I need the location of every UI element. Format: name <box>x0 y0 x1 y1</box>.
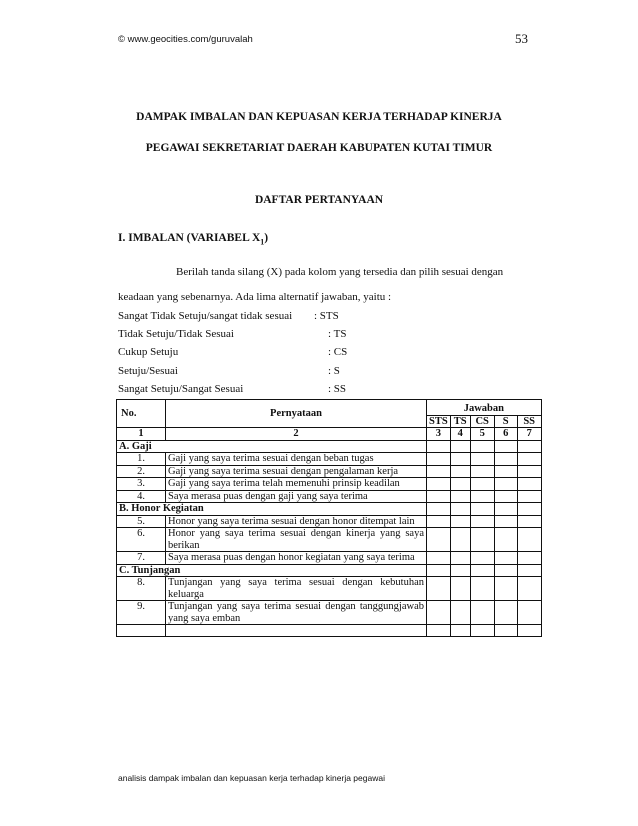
answer-cell-sts[interactable] <box>427 601 451 625</box>
table-row <box>117 478 542 491</box>
answer-cell-s[interactable] <box>494 465 517 478</box>
scale-row <box>118 380 418 398</box>
answer-cell-cs[interactable] <box>470 577 494 601</box>
group-blank-cell <box>494 503 517 516</box>
item-statement: Saya merasa puas dengan gaji yang saya terima <box>166 490 427 503</box>
answer-code-cs: CS <box>470 415 494 428</box>
answer-cell-ss[interactable] <box>517 552 541 565</box>
answer-cell-ts[interactable] <box>450 453 470 466</box>
column-number: 1 <box>117 428 166 441</box>
item-statement: Gaji yang saya terima telah memenuhi prinsip keadilan <box>166 478 427 491</box>
answer-cell-ss[interactable] <box>517 465 541 478</box>
item-number: 1. <box>117 453 166 466</box>
answer-cell-ss[interactable] <box>517 601 541 625</box>
answer-cell-cs[interactable] <box>470 465 494 478</box>
answer-code-sts: STS <box>427 415 451 428</box>
questionnaire-table <box>116 399 542 637</box>
group-blank-cell <box>470 440 494 453</box>
scale-code: : S <box>328 364 340 377</box>
scale-row <box>118 343 418 361</box>
group-blank-cell <box>450 503 470 516</box>
group-blank-cell <box>517 503 541 516</box>
header-no: No. <box>117 400 166 428</box>
scale-label: Sangat Tidak Setuju/sangat tidak sesuai <box>118 310 293 322</box>
group-blank-cell <box>494 564 517 577</box>
group-label: B. Honor Kegiatan <box>117 503 427 516</box>
item-number: 5. <box>117 515 166 528</box>
answer-cell-s[interactable] <box>494 453 517 466</box>
table-row <box>117 490 542 503</box>
group-blank-cell <box>517 564 541 577</box>
answer-cell-s[interactable] <box>494 478 517 491</box>
scale-label: Cukup Setuju <box>118 346 179 359</box>
table-row <box>117 465 542 478</box>
answer-cell-ts[interactable] <box>450 552 470 565</box>
scale-code: : CS <box>328 346 348 359</box>
item-statement: Tunjangan yang saya terima sesuai dengan tanggungjawab yang saya emban <box>166 601 427 625</box>
answer-cell-sts[interactable] <box>427 490 451 503</box>
group-row <box>117 440 542 453</box>
item-number: 8. <box>117 577 166 601</box>
answer-cell-s[interactable] <box>494 577 517 601</box>
group-blank-cell <box>427 503 451 516</box>
column-number: 7 <box>517 428 541 441</box>
instruction-line-1: Berilah tanda silang (X) pada kolom yang tersedia dan pilih sesuai dengan <box>176 266 504 278</box>
table-row <box>117 515 542 528</box>
blank-cell <box>517 625 541 637</box>
scale-label: Sangat Setuju/Sangat Sesuai <box>118 382 244 395</box>
item-number: 3. <box>117 478 166 491</box>
answer-cell-cs[interactable] <box>470 528 494 552</box>
item-number: 4. <box>117 490 166 503</box>
answer-cell-s[interactable] <box>494 601 517 625</box>
scale-label: Setuju/Sesuai <box>118 364 178 377</box>
answer-cell-cs[interactable] <box>470 515 494 528</box>
item-statement: Saya merasa puas dengan honor kegiatan yang saya terima <box>166 552 427 565</box>
answer-cell-ts[interactable] <box>450 601 470 625</box>
header-answer: Jawaban <box>427 400 542 416</box>
table-row <box>117 601 542 625</box>
item-number: 2. <box>117 465 166 478</box>
scale-legend <box>118 307 418 398</box>
item-statement: Gaji yang saya terima sesuai dengan beban tugas <box>166 453 427 466</box>
answer-cell-sts[interactable] <box>427 577 451 601</box>
answer-cell-cs[interactable] <box>470 601 494 625</box>
blank-cell <box>470 625 494 637</box>
answer-cell-s[interactable] <box>494 490 517 503</box>
table-row <box>117 552 542 565</box>
answer-cell-s[interactable] <box>494 552 517 565</box>
item-number: 6. <box>117 528 166 552</box>
blank-cell <box>117 625 166 637</box>
table-row <box>117 577 542 601</box>
document-subtitle: DAFTAR PERTANYAAN <box>254 194 384 206</box>
column-number: 4 <box>450 428 470 441</box>
blank-cell <box>166 625 427 637</box>
answer-cell-ss[interactable] <box>517 490 541 503</box>
group-blank-cell <box>470 503 494 516</box>
answer-cell-ts[interactable] <box>450 478 470 491</box>
page-footer: analisis dampak imbalan dan kepuasan kerja terhadap kinerja pegawai <box>118 773 385 783</box>
scale-row <box>118 362 418 380</box>
group-blank-cell <box>470 564 494 577</box>
table-row <box>117 453 542 466</box>
answer-cell-ts[interactable] <box>450 515 470 528</box>
blank-cell <box>427 625 451 637</box>
item-statement: Gaji yang saya terima sesuai dengan pengalaman kerja <box>166 465 427 478</box>
column-number: 6 <box>494 428 517 441</box>
group-label: C. Tunjangan <box>117 564 427 577</box>
scale-code: : STS <box>314 310 339 322</box>
scale-row <box>118 325 418 343</box>
scale-code: : SS <box>328 382 347 395</box>
group-blank-cell <box>517 440 541 453</box>
answer-cell-ts[interactable] <box>450 577 470 601</box>
answer-code-s: S <box>494 415 517 428</box>
answer-cell-cs[interactable] <box>470 478 494 491</box>
page-header-site: © www.geocities.com/guruvalah <box>118 34 253 45</box>
answer-cell-ss[interactable] <box>517 515 541 528</box>
header-statement: Pernyataan <box>166 400 427 428</box>
group-label: A. Gaji <box>117 440 427 453</box>
group-blank-cell <box>427 564 451 577</box>
group-blank-cell <box>427 440 451 453</box>
blank-row <box>117 625 542 637</box>
column-number: 5 <box>470 428 494 441</box>
answer-cell-ss[interactable] <box>517 453 541 466</box>
page-number: 53 <box>515 31 528 46</box>
group-row <box>117 564 542 577</box>
answer-code-ss: SS <box>517 415 541 428</box>
column-number: 2 <box>166 428 427 441</box>
blank-cell <box>494 625 517 637</box>
answer-cell-ts[interactable] <box>450 490 470 503</box>
item-statement: Tunjangan yang saya terima sesuai dengan kebutuhan keluarga <box>166 577 427 601</box>
answer-cell-sts[interactable] <box>427 552 451 565</box>
scale-code: : TS <box>328 328 347 341</box>
scale-label: Tidak Setuju/Tidak Sesuai <box>118 328 234 341</box>
answer-cell-ts[interactable] <box>450 465 470 478</box>
item-statement: Honor yang saya terima sesuai dengan honor ditempat lain <box>166 515 427 528</box>
scale-row <box>118 307 418 325</box>
group-blank-cell <box>494 440 517 453</box>
answer-cell-ss[interactable] <box>517 478 541 491</box>
answer-cell-s[interactable] <box>494 515 517 528</box>
answer-cell-ss[interactable] <box>517 528 541 552</box>
answer-cell-sts[interactable] <box>427 453 451 466</box>
answer-cell-sts[interactable] <box>427 478 451 491</box>
answer-code-ts: TS <box>450 415 470 428</box>
answer-cell-sts[interactable] <box>427 465 451 478</box>
answer-cell-ts[interactable] <box>450 528 470 552</box>
blank-cell <box>450 625 470 637</box>
section-heading-text: I. IMBALAN (VARIABEL X <box>118 232 261 244</box>
group-blank-cell <box>450 440 470 453</box>
item-statement: Honor yang saya terima sesuai dengan kinerja yang saya berikan <box>166 528 427 552</box>
document-title-line1: DAMPAK IMBALAN DAN KEPUASAN KERJA TERHADAP KINERJA <box>136 111 502 123</box>
answer-cell-cs[interactable] <box>470 552 494 565</box>
item-number: 9. <box>117 601 166 625</box>
answer-cell-ss[interactable] <box>517 577 541 601</box>
answer-cell-s[interactable] <box>494 528 517 552</box>
section-heading-subscript: 1 <box>260 237 265 247</box>
answer-cell-sts[interactable] <box>427 515 451 528</box>
column-number: 3 <box>427 428 451 441</box>
section-heading <box>118 232 268 246</box>
answer-cell-cs[interactable] <box>470 453 494 466</box>
document-title-line2: PEGAWAI SEKRETARIAT DAERAH KABUPATEN KUTAI TIMUR <box>145 142 493 154</box>
item-number: 7. <box>117 552 166 565</box>
group-row <box>117 503 542 516</box>
instruction-line-2: keadaan yang sebenarnya. Ada lima alternatif jawaban, yaitu : <box>118 291 392 303</box>
group-blank-cell <box>450 564 470 577</box>
section-heading-suffix: ) <box>264 232 269 244</box>
table-row <box>117 528 542 552</box>
answer-cell-cs[interactable] <box>470 490 494 503</box>
answer-cell-sts[interactable] <box>427 528 451 552</box>
